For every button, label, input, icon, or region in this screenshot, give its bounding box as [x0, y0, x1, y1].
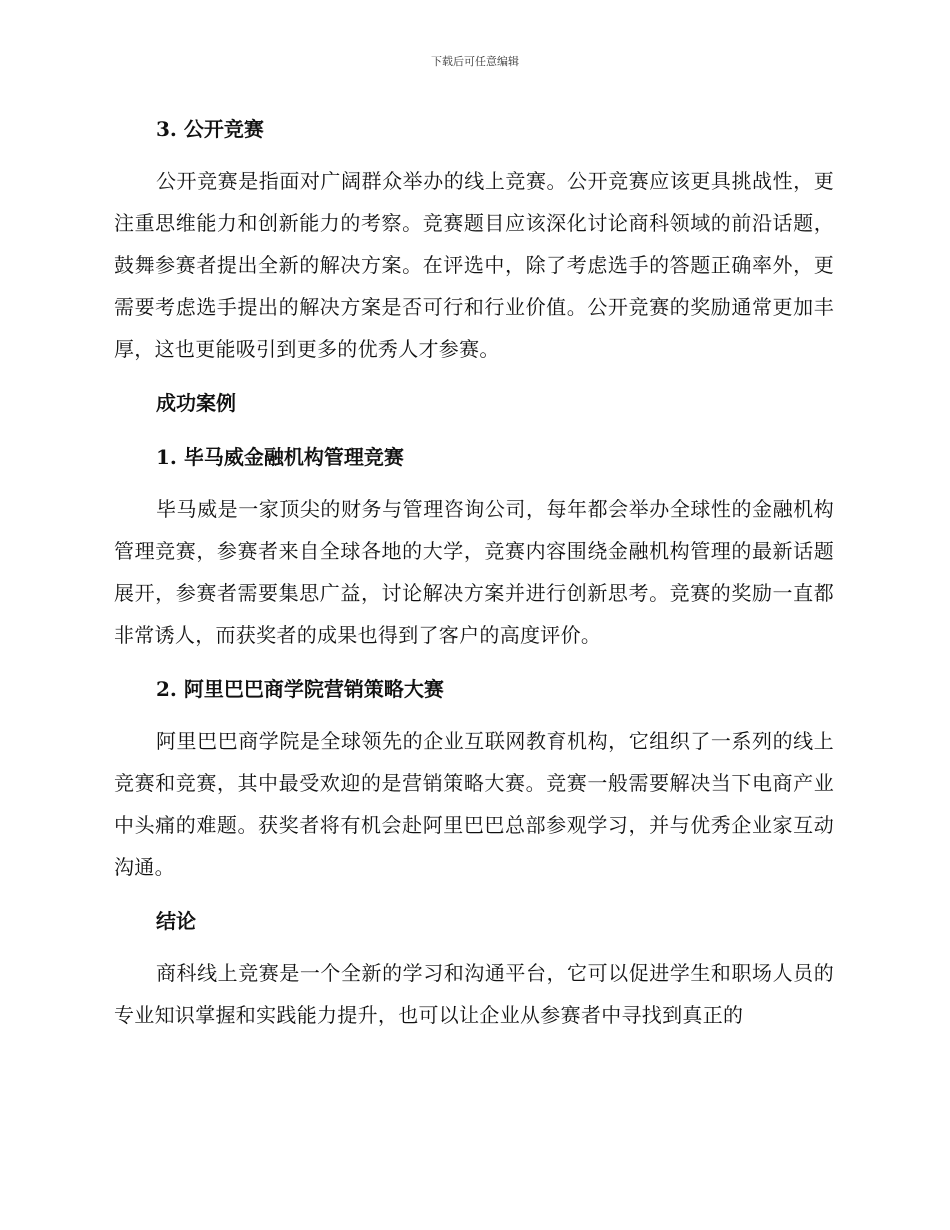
section-heading-conclusion: 结论 — [156, 909, 196, 933]
spacer — [114, 942, 834, 952]
spacer — [114, 656, 834, 668]
section-heading-alibaba: 2. 阿里巴巴商学院营销策略大赛 — [156, 677, 444, 701]
spacer — [114, 478, 834, 488]
page-header: 下载后可任意编辑 — [431, 55, 519, 68]
section-heading-public-competition: 3. 公开竞赛 — [156, 117, 264, 141]
section-heading-kpmg: 1. 毕马威金融机构管理竞赛 — [156, 445, 404, 469]
spacer — [114, 150, 834, 160]
spacer — [114, 710, 834, 720]
paragraph-kpmg: 毕马威是一家顶尖的财务与管理咨询公司，每年都会举办全球性的金融机构管理竞赛，参赛者来自全球各地的大学，竞赛内容围绕金融机构管理的最新话题展开，参赛者需要集思广益，讨论解决方案并进行创新思考。竞赛的奖励一直都非常诱人，而获奖者的成果也得到了客户的高度评价。 — [114, 497, 834, 647]
spacer — [114, 370, 834, 382]
spacer — [114, 888, 834, 900]
document-body — [114, 108, 834, 1036]
spacer — [114, 424, 834, 436]
paragraph-public-competition: 公开竞赛是指面对广阔群众举办的线上竞赛。公开竞赛应该更具挑战性，更注重思维能力和创新能力的考察。竞赛题目应该深化讨论商科领域的前沿话题，鼓舞参赛者提出全新的解决方案。在评选中，除了考虑选手的答题正确率外，更需要考虑选手提出的解决方案是否可行和行业价值。公开竞赛的奖励通常更加丰厚，这也更能吸引到更多的优秀人才参赛。 — [114, 169, 834, 361]
paragraph-alibaba: 阿里巴巴商学院是全球领先的企业互联网教育机构，它组织了一系列的线上竞赛和竞赛，其中最受欢迎的是营销策略大赛。竞赛一般需要解决当下电商产业中头痛的难题。获奖者将有机会赴阿里巴巴总部参观学习，并与优秀企业家互动沟通。 — [114, 729, 834, 879]
section-heading-success-cases: 成功案例 — [156, 391, 236, 415]
paragraph-conclusion: 商科线上竞赛是一个全新的学习和沟通平台，它可以促进学生和职场人员的专业知识掌握和实践能力提升，也可以让企业从参赛者中寻找到真正的 — [114, 961, 834, 1027]
